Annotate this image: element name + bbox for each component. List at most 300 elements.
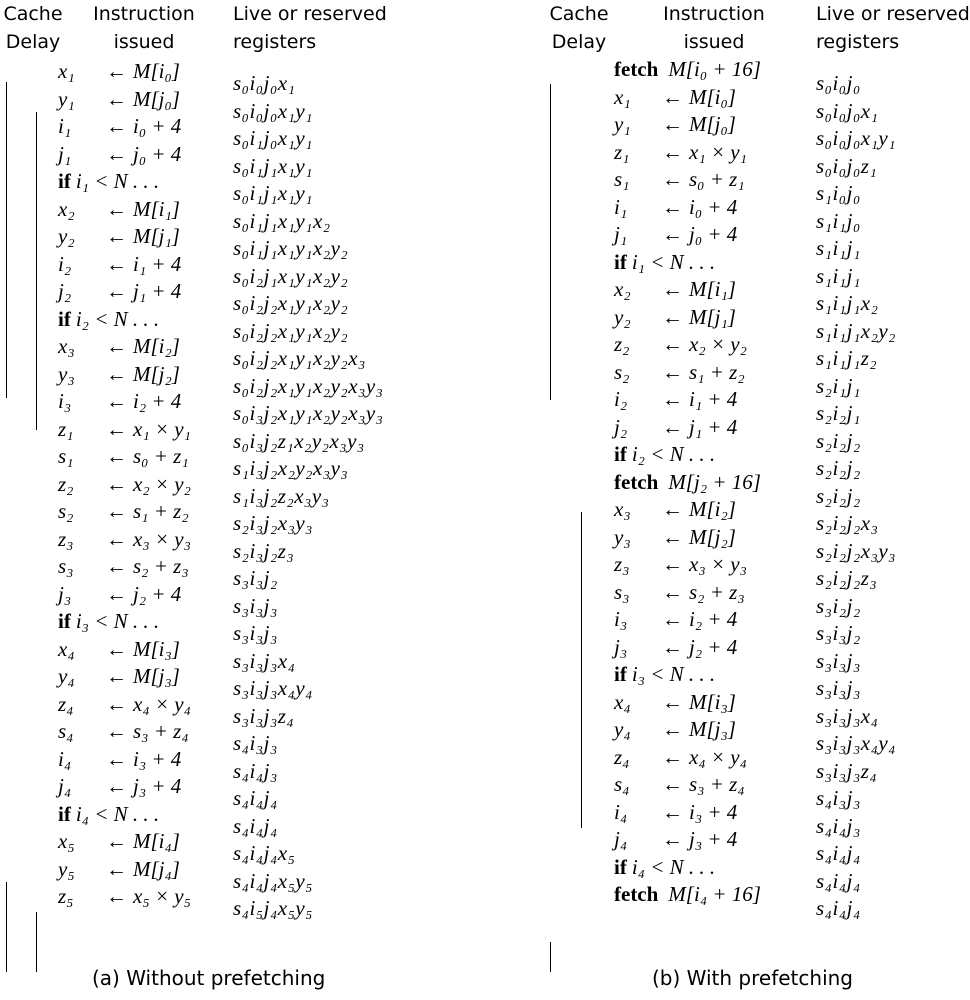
instruction-row	[58, 553, 191, 581]
instruction-keyword: if	[58, 306, 71, 331]
header-instruction: Instruction	[663, 3, 765, 25]
instruction-target: z₃	[614, 552, 630, 576]
instruction-row	[614, 799, 761, 827]
instruction-row	[614, 166, 761, 194]
instruction-target: i₁ < N . . .	[631, 249, 716, 274]
instruction-keyword: fetch	[614, 882, 659, 906]
register-set: s₀i₀j₀x₁y₁	[816, 126, 896, 150]
register-set: s₃i₃j₂	[233, 566, 278, 590]
register-set: s₀i₃j₂z₁x₂y₂x₃y₃	[233, 428, 365, 453]
instruction-expression: M[j₁]	[689, 304, 736, 329]
register-set: s₃i₃j₃	[816, 676, 861, 700]
instruction-row	[614, 606, 761, 634]
instruction-row	[614, 194, 761, 222]
register-set: s₃i₃j₃x₄	[233, 648, 296, 673]
register-set: s₁i₁j₁x₂y₂	[816, 318, 896, 343]
instruction-target: s₂	[58, 499, 74, 523]
instruction-expression: M[i₂]	[133, 334, 180, 358]
register-set: s₀i₂j₂x₁y₁x₂y₂	[233, 318, 349, 343]
register-set: s₃i₃j₃x₄y₄	[233, 676, 313, 700]
instruction-row	[58, 58, 191, 86]
instruction-expression: j₀ + 4	[133, 141, 182, 166]
header-cache: Cache	[3, 3, 63, 25]
register-set: s₄i₄j₄	[233, 813, 278, 838]
register-set: s₀i₃j₂x₁y₁x₂y₂x₃y₃	[233, 401, 384, 425]
instruction-target: s₁	[58, 444, 74, 468]
assign-arrow-icon: ←	[106, 471, 127, 496]
instruction-target: z₄	[614, 744, 630, 769]
cache-delay-bar	[36, 912, 37, 972]
instruction-row	[58, 251, 191, 279]
instruction-target: i₃ < N . . .	[631, 662, 716, 686]
instruction-row	[614, 854, 761, 882]
assign-arrow-icon: ←	[662, 524, 683, 549]
instruction-target: y₁	[614, 112, 631, 136]
header-registers: registers	[816, 31, 900, 53]
register-set: s₀i₂j₂x₁y₁x₂y₂	[233, 291, 349, 315]
registers-header	[816, 0, 970, 56]
instruction-row	[614, 524, 761, 552]
instruction-expression: j₁ + 4	[689, 414, 738, 439]
header-registers: registers	[233, 31, 317, 53]
instruction-target: y₅	[58, 856, 75, 881]
register-set: s₃i₃j₃	[233, 621, 278, 645]
instruction-keyword: if	[614, 854, 627, 879]
assign-arrow-icon: ←	[106, 334, 127, 358]
instruction-row	[58, 526, 191, 554]
instruction-target: i₂	[58, 251, 72, 276]
instruction-target: x₁	[614, 84, 631, 109]
assign-arrow-icon: ←	[106, 746, 127, 771]
assign-arrow-icon: ←	[662, 414, 683, 439]
assign-arrow-icon: ←	[662, 634, 683, 659]
instruction-row	[614, 221, 761, 249]
instruction-expression: M[j₀]	[689, 112, 736, 136]
instruction-expression: M[i₀]	[133, 59, 180, 83]
instruction-target: y₂	[58, 224, 75, 248]
register-set: s₁i₃j₂z₂x₃y₃	[233, 483, 330, 508]
assign-arrow-icon: ←	[662, 359, 683, 384]
register-set: s₄i₄j₄x₅	[233, 841, 296, 865]
header-delay: Delay	[5, 31, 61, 53]
assign-arrow-icon: ←	[106, 526, 127, 551]
header-live: Live or reserved	[816, 3, 970, 25]
instruction-row	[614, 579, 761, 607]
instruction-target: i₄ < N . . .	[631, 854, 716, 879]
instruction-keyword: if	[58, 801, 71, 826]
assign-arrow-icon: ←	[106, 86, 127, 111]
instruction-row	[614, 716, 761, 744]
assign-arrow-icon: ←	[106, 774, 127, 798]
instruction-row	[614, 386, 761, 414]
instruction-row	[58, 416, 191, 444]
instruction-target: y₃	[58, 361, 75, 386]
register-set: s₀i₁j₁x₁y₁x₂y₂	[233, 236, 349, 260]
instruction-expression: x₂ × y₂	[133, 471, 191, 496]
instruction-expression: x₃ × y₃	[689, 552, 747, 576]
instruction-expression: M[i₄]	[133, 829, 180, 853]
instruction-row	[614, 771, 761, 799]
assign-arrow-icon: ←	[106, 829, 127, 853]
register-set: s₄i₄j₄	[233, 786, 278, 810]
instruction-target: j₂	[614, 414, 628, 439]
assign-arrow-icon: ←	[106, 884, 127, 908]
assign-arrow-icon: ←	[662, 497, 683, 521]
instruction-expression: s₁ + z₂	[133, 499, 189, 523]
instruction-row	[614, 496, 761, 524]
header-issued: issued	[683, 31, 745, 53]
instruction-expression: x₁ × y₁	[133, 416, 191, 441]
instruction-expression: x₄ × y₄	[689, 744, 747, 769]
instruction-row	[58, 663, 191, 691]
instruction-row	[58, 746, 191, 774]
panel-with-prefetching	[548, 0, 970, 1000]
instruction-row	[614, 359, 761, 387]
instruction-row	[58, 471, 191, 499]
caption-b: (b) With prefetching	[652, 966, 853, 990]
assign-arrow-icon: ←	[662, 332, 683, 356]
assign-arrow-icon: ←	[106, 59, 127, 83]
instruction-target: i₄	[614, 799, 628, 824]
register-set: s₀i₀j₀x₁	[233, 71, 296, 95]
instruction-expression: i₁ + 4	[689, 387, 738, 411]
instruction-target: s₄	[614, 772, 630, 796]
instruction-expression: j₃ + 4	[689, 827, 738, 851]
assign-arrow-icon: ←	[662, 552, 683, 576]
register-set: s₀i₀j₀	[816, 71, 861, 95]
instruction-target: y₃	[614, 524, 631, 549]
instruction-target: y₂	[614, 304, 631, 329]
instruction-target: s₂	[614, 359, 630, 384]
instruction-expression: M[i₃]	[133, 636, 180, 661]
instruction-target: x₅	[58, 829, 75, 853]
instruction-expression: i₂ + 4	[133, 389, 182, 413]
assign-arrow-icon: ←	[106, 636, 127, 661]
instruction-expression: M[i₀ + 16]	[668, 57, 761, 81]
instruction-target: j₂	[58, 279, 72, 303]
register-set: s₃i₃j₃z₄	[816, 758, 878, 783]
register-set: s₄i₄j₄x₅y₅	[233, 868, 313, 893]
instruction-expression: j₁ + 4	[133, 279, 182, 303]
instruction-expression: s₁ + z₂	[689, 359, 745, 384]
assign-arrow-icon: ←	[662, 194, 683, 219]
assign-arrow-icon: ←	[662, 139, 683, 164]
instruction-expression: j₃ + 4	[133, 774, 182, 798]
register-set: s₄i₃j₃	[816, 786, 861, 810]
instruction-expression: M[j₂]	[133, 361, 180, 386]
instruction-expression: M[i₂]	[689, 497, 736, 521]
instruction-expression: s₂ + z₃	[133, 554, 189, 578]
instruction-row	[614, 304, 761, 332]
assign-arrow-icon: ←	[662, 277, 683, 301]
register-set: s₀i₁j₀x₁y₁	[233, 126, 313, 150]
register-set: s₁i₁j₀	[816, 208, 861, 233]
instruction-row	[614, 56, 761, 84]
cache-delay-bar	[6, 882, 7, 972]
instruction-expression: s₀ + z₁	[133, 444, 189, 468]
register-list	[233, 70, 383, 923]
cache-delay-bar	[36, 112, 37, 430]
instruction-row	[58, 691, 191, 719]
instruction-list	[58, 58, 191, 911]
instruction-keyword: if	[614, 249, 627, 274]
instruction-target: i₁	[58, 114, 72, 138]
assign-arrow-icon: ←	[662, 717, 683, 741]
instruction-keyword: fetch	[614, 469, 659, 494]
instruction-row	[614, 441, 761, 469]
instruction-expression: M[i₀]	[689, 84, 736, 109]
instruction-target: s₃	[58, 554, 74, 578]
instruction-target: z₁	[58, 416, 74, 441]
register-set: s₃i₃j₃x₄y₄	[816, 731, 896, 755]
instruction-expression: i₃ + 4	[133, 746, 182, 771]
instruction-row	[614, 551, 761, 579]
instruction-row	[58, 333, 191, 361]
register-set: s₃i₂j₂	[816, 593, 861, 618]
assign-arrow-icon: ←	[662, 387, 683, 411]
assign-arrow-icon: ←	[106, 664, 127, 688]
header-instruction: Instruction	[93, 3, 195, 25]
instruction-row	[58, 828, 191, 856]
cache-delay-header	[548, 0, 610, 56]
instruction-expression: i₂ + 4	[689, 607, 738, 631]
instruction-target: i₂ < N . . .	[75, 306, 160, 331]
instruction-target: i₁	[614, 194, 628, 219]
instruction-row	[58, 306, 191, 334]
instruction-row	[614, 139, 761, 167]
assign-arrow-icon: ←	[106, 251, 127, 276]
instruction-target: z₂	[614, 332, 630, 356]
register-set: s₂i₁j₁	[816, 373, 861, 398]
register-set: s₀i₂j₂x₁y₁x₂y₂x₃	[233, 346, 366, 370]
assign-arrow-icon: ←	[106, 444, 127, 468]
instruction-row	[614, 331, 761, 359]
instruction-keyword: if	[614, 662, 627, 686]
instruction-row	[614, 469, 761, 497]
instruction-row	[614, 826, 761, 854]
instruction-row	[58, 856, 191, 884]
assign-arrow-icon: ←	[662, 112, 683, 136]
instruction-expression: M[i₁]	[689, 277, 736, 301]
instruction-target: i₁ < N . . .	[75, 169, 160, 193]
register-set: s₂i₃j₂z₃	[233, 538, 295, 563]
register-set: s₄i₄j₄	[816, 841, 861, 865]
assign-arrow-icon: ←	[106, 856, 127, 881]
register-set: s₂i₂j₂	[816, 456, 861, 480]
instruction-expression: i₀ + 4	[689, 194, 738, 219]
instruction-expression: j₀ + 4	[689, 222, 738, 246]
instruction-row	[614, 689, 761, 717]
assign-arrow-icon: ←	[662, 84, 683, 109]
instruction-target: i₂ < N . . .	[631, 442, 716, 466]
instruction-target: i₄ < N . . .	[75, 801, 160, 826]
instruction-row	[614, 111, 761, 139]
instruction-target: y₄	[58, 664, 75, 688]
instruction-expression: M[i₄ + 16]	[668, 882, 761, 906]
instruction-row	[58, 773, 191, 801]
instruction-expression: i₀ + 4	[133, 114, 182, 138]
instruction-target: s₄	[58, 719, 74, 743]
assign-arrow-icon: ←	[106, 279, 127, 303]
instruction-target: x₂	[58, 196, 75, 221]
instruction-expression: i₃ + 4	[689, 799, 738, 824]
instruction-row	[614, 276, 761, 304]
instruction-row	[58, 113, 191, 141]
assign-arrow-icon: ←	[106, 389, 127, 413]
instruction-target: s₃	[614, 579, 630, 604]
register-set: s₀i₀j₀x₁y₁	[233, 98, 313, 123]
instruction-target: j₃	[614, 634, 628, 659]
assign-arrow-icon: ←	[106, 719, 127, 743]
instruction-keyword: fetch	[614, 57, 659, 81]
instruction-row	[58, 388, 191, 416]
assign-arrow-icon: ←	[662, 579, 683, 604]
instruction-expression: M[j₄]	[133, 856, 180, 881]
instruction-row	[58, 278, 191, 306]
register-set: s₁i₃j₂x₂y₂x₃y₃	[233, 456, 349, 480]
register-set: s₀i₀j₀z₁	[816, 153, 878, 178]
register-set: s₄i₃j₃	[233, 731, 278, 755]
instruction-header	[654, 0, 774, 56]
register-set: s₁i₁j₁	[816, 263, 861, 288]
instruction-target: x₄	[614, 689, 631, 714]
instruction-keyword: if	[614, 442, 627, 466]
instruction-row	[58, 86, 191, 114]
register-set: s₀i₂j₂x₁y₁x₂y₂x₃y₃	[233, 373, 384, 398]
instruction-target: i₂	[614, 387, 628, 411]
panel-without-prefetching	[0, 0, 470, 1000]
register-set: s₀i₁j₁x₁y₁	[233, 153, 313, 178]
instruction-expression: M[j₂]	[689, 524, 736, 549]
instruction-expression: s₃ + z₄	[133, 719, 189, 743]
header-delay: Delay	[551, 31, 607, 53]
assign-arrow-icon: ←	[662, 304, 683, 329]
register-set: s₀i₁j₁x₁y₁x₂	[233, 208, 331, 233]
instruction-expression: M[j₁]	[133, 224, 180, 248]
instruction-keyword: if	[58, 609, 71, 633]
register-set: s₃i₃j₃z₄	[233, 703, 295, 728]
cache-delay-bar	[581, 512, 582, 828]
instruction-expression: M[j₂ + 16]	[668, 469, 761, 494]
register-set: s₁i₁j₁x₂	[816, 291, 879, 315]
register-set: s₂i₃j₂x₃y₃	[233, 511, 313, 535]
assign-arrow-icon: ←	[106, 499, 127, 523]
assign-arrow-icon: ←	[662, 689, 683, 714]
instruction-list	[614, 56, 761, 909]
instruction-row	[58, 141, 191, 169]
instruction-expression: M[j₃]	[689, 717, 736, 741]
assign-arrow-icon: ←	[106, 554, 127, 578]
instruction-row	[58, 498, 191, 526]
instruction-row	[58, 801, 191, 829]
assign-arrow-icon: ←	[662, 827, 683, 851]
instruction-row	[58, 196, 191, 224]
instruction-row	[58, 443, 191, 471]
instruction-expression: x₂ × y₂	[689, 332, 747, 356]
instruction-expression: x₃ × y₃	[133, 526, 191, 551]
assign-arrow-icon: ←	[106, 224, 127, 248]
instruction-header	[84, 0, 204, 56]
instruction-row	[614, 414, 761, 442]
instruction-target: x₄	[58, 636, 75, 661]
instruction-row	[58, 636, 191, 664]
register-set: s₂i₂j₂z₃	[816, 566, 878, 590]
cache-delay-bar	[6, 82, 7, 398]
register-set: s₂i₂j₂	[816, 428, 861, 453]
register-set: s₄i₄j₃	[233, 758, 278, 783]
register-set: s₁i₁j₁z₂	[816, 346, 878, 370]
register-set: s₂i₂j₁	[816, 401, 861, 425]
instruction-target: z₂	[58, 471, 74, 496]
instruction-target: z₃	[58, 526, 74, 551]
assign-arrow-icon: ←	[662, 744, 683, 769]
register-set: s₀i₁j₁x₁y₁	[233, 181, 313, 205]
register-set: s₄i₄j₃	[816, 813, 861, 838]
assign-arrow-icon: ←	[662, 772, 683, 796]
assign-arrow-icon: ←	[662, 607, 683, 631]
assign-arrow-icon: ←	[106, 416, 127, 441]
instruction-target: z₅	[58, 884, 74, 908]
header-live: Live or reserved	[233, 3, 387, 25]
instruction-expression: j₂ + 4	[133, 581, 182, 606]
header-issued: issued	[113, 31, 175, 53]
instruction-expression: j₂ + 4	[689, 634, 738, 659]
assign-arrow-icon: ←	[106, 361, 127, 386]
register-set: s₂i₂j₂	[816, 483, 861, 508]
caption-a: (a) Without prefetching	[92, 966, 326, 990]
assign-arrow-icon: ←	[106, 141, 127, 166]
instruction-keyword: if	[58, 169, 71, 193]
instruction-target: x₃	[614, 497, 631, 521]
register-set: s₂i₂j₂x₃	[816, 511, 879, 535]
instruction-row	[58, 608, 191, 636]
cache-delay-bar	[550, 84, 551, 400]
assign-arrow-icon: ←	[662, 222, 683, 246]
assign-arrow-icon: ←	[662, 799, 683, 824]
instruction-target: x₂	[614, 277, 631, 301]
assign-arrow-icon: ←	[106, 196, 127, 221]
instruction-target: i₃	[58, 389, 72, 413]
instruction-row	[614, 249, 761, 277]
registers-header	[233, 0, 387, 56]
assign-arrow-icon: ←	[106, 114, 127, 138]
instruction-target: j₃	[58, 581, 72, 606]
assign-arrow-icon: ←	[106, 691, 127, 716]
instruction-target: s₁	[614, 167, 630, 191]
instruction-expression: M[i₃]	[689, 689, 736, 714]
register-set: s₃i₃j₃	[816, 648, 861, 673]
instruction-row	[58, 223, 191, 251]
instruction-target: j₁	[614, 222, 628, 246]
instruction-expression: x₅ × y₅	[133, 884, 191, 908]
instruction-row	[614, 634, 761, 662]
instruction-target: i₃	[614, 607, 628, 631]
cache-delay-header	[0, 0, 66, 56]
register-set: s₀i₂j₁x₁y₁x₂y₂	[233, 263, 349, 288]
register-set: s₃i₃j₃	[233, 593, 278, 618]
instruction-row	[58, 581, 191, 609]
assign-arrow-icon: ←	[106, 581, 127, 606]
instruction-target: y₄	[614, 717, 631, 741]
register-set: s₀i₀j₀x₁	[816, 98, 879, 123]
register-list	[816, 70, 896, 923]
register-set: s₂i₂j₂x₃y₃	[816, 538, 896, 563]
instruction-row	[58, 168, 191, 196]
header-cache: Cache	[549, 3, 609, 25]
register-set: s₁i₁j₁	[816, 236, 861, 260]
register-set: s₄i₅j₄x₅y₅	[233, 896, 313, 920]
instruction-target: i₃ < N . . .	[75, 609, 160, 633]
